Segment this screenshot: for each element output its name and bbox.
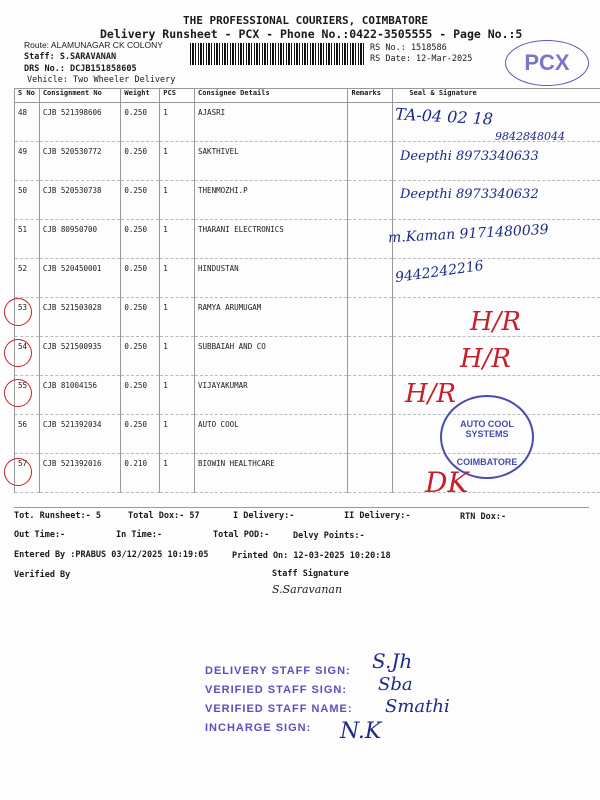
footer-divider bbox=[14, 507, 589, 508]
cell-weight: 0.250 bbox=[121, 337, 160, 376]
handwriting-hr-55: H/R bbox=[405, 379, 457, 409]
cell-consignee: VIJAYAKUMAR bbox=[195, 376, 348, 415]
cell-consignment: CJB 80950700 bbox=[39, 220, 121, 259]
cell-remarks bbox=[348, 454, 393, 493]
pcx-stamp: PCX bbox=[505, 40, 589, 86]
cell-sno: 54 bbox=[15, 337, 40, 376]
handwriting-48b: 9842848044 bbox=[495, 130, 565, 143]
cell-remarks bbox=[348, 181, 393, 220]
cell-weight: 0.250 bbox=[121, 142, 160, 181]
stamp-incharge-sign: INCHARGE SIGN: bbox=[205, 722, 312, 734]
col-pcs: PCS bbox=[160, 89, 195, 103]
cell-consignment: CJB 81004156 bbox=[39, 376, 121, 415]
barcode bbox=[190, 43, 365, 65]
handwriting-50: Deepthi 8973340632 bbox=[400, 187, 539, 202]
total-dox: Total Dox:- 57 bbox=[128, 511, 200, 521]
rtn-dox: RTN Dox:- bbox=[460, 512, 507, 522]
cell-consignment: CJB 521398606 bbox=[39, 103, 121, 142]
cell-remarks bbox=[348, 142, 393, 181]
verified-by: Verified By bbox=[14, 570, 71, 580]
cell-weight: 0.210 bbox=[121, 454, 160, 493]
cell-consignee: THARANI ELECTRONICS bbox=[195, 220, 348, 259]
cell-weight: 0.250 bbox=[121, 376, 160, 415]
auto-cool-seal bbox=[440, 395, 534, 479]
cell-sno: 48 bbox=[15, 103, 40, 142]
handwriting-hr-54: H/R bbox=[460, 344, 512, 374]
handwriting-51: m.Kaman 9171480039 bbox=[387, 221, 549, 247]
cell-sno: 56 bbox=[15, 415, 40, 454]
out-time: Out Time:- bbox=[14, 530, 66, 540]
rs-date: RS Date: 12-Mar-2025 bbox=[370, 54, 473, 64]
ii-delivery: II Delivery:- bbox=[344, 511, 411, 521]
stamp-verified-staff-name: VERIFIED STAFF NAME: bbox=[205, 703, 353, 715]
col-consignment: Consignment No bbox=[39, 89, 121, 103]
route: Route: ALAMUNAGAR CK COLONY bbox=[24, 40, 163, 50]
cell-consignee: SUBBAIAH AND CO bbox=[195, 337, 348, 376]
staff-signature-label: Staff Signature bbox=[272, 569, 349, 579]
handwriting-49: Deepthi 8973340633 bbox=[400, 149, 539, 164]
cell-sno: 50 bbox=[15, 181, 40, 220]
cell-remarks bbox=[348, 103, 393, 142]
cell-sno: 52 bbox=[15, 259, 40, 298]
cell-pcs: 1 bbox=[160, 337, 195, 376]
cell-sno: 57 bbox=[15, 454, 40, 493]
cell-pcs: 1 bbox=[160, 298, 195, 337]
total-pod: Total POD:- bbox=[213, 530, 270, 540]
cell-remarks bbox=[348, 298, 393, 337]
seal-line2: COIMBATORE bbox=[456, 457, 518, 467]
cell-pcs: 1 bbox=[160, 142, 195, 181]
cell-consignment: CJB 521503028 bbox=[39, 298, 121, 337]
red-circle-53 bbox=[4, 298, 32, 326]
i-delivery: I Delivery:- bbox=[233, 511, 295, 521]
cell-consignee: HINDUSTAN bbox=[195, 259, 348, 298]
cell-pcs: 1 bbox=[160, 415, 195, 454]
cell-remarks bbox=[348, 376, 393, 415]
cell-weight: 0.250 bbox=[121, 103, 160, 142]
red-circle-55 bbox=[4, 379, 32, 407]
sign-delivery-staff: S.Jh bbox=[372, 649, 413, 673]
cell-consignee: AUTO COOL bbox=[195, 415, 348, 454]
cell-weight: 0.250 bbox=[121, 415, 160, 454]
handwriting-hr-53: H/R bbox=[470, 307, 522, 337]
cell-weight: 0.250 bbox=[121, 259, 160, 298]
cell-pcs: 1 bbox=[160, 376, 195, 415]
sign-incharge: N.K bbox=[340, 719, 382, 744]
entered-by: Entered By :PRABUS 03/12/2025 10:19:05 bbox=[14, 550, 209, 560]
cell-consignment: CJB 521392034 bbox=[39, 415, 121, 454]
cell-consignee: BIOWIN HEALTHCARE bbox=[195, 454, 348, 493]
col-remarks: Remarks bbox=[348, 89, 393, 103]
cell-consignee: AJASRI bbox=[195, 103, 348, 142]
cell-remarks bbox=[348, 220, 393, 259]
cell-weight: 0.250 bbox=[121, 220, 160, 259]
delvy-points: Delvy Points:- bbox=[293, 531, 365, 541]
printed-on: Printed On: 12-03-2025 10:20:18 bbox=[232, 551, 391, 561]
handwriting-52: 9442242216 bbox=[394, 257, 485, 287]
company-name: THE PROFESSIONAL COURIERS, COIMBATORE bbox=[183, 14, 429, 27]
cell-sno: 49 bbox=[15, 142, 40, 181]
cell-remarks bbox=[348, 337, 393, 376]
cell-weight: 0.250 bbox=[121, 181, 160, 220]
handwriting-48: TA-04 02 18 bbox=[394, 104, 494, 129]
cell-pcs: 1 bbox=[160, 259, 195, 298]
col-seal: Seal & Signature bbox=[393, 89, 600, 103]
cell-consignee: SAKTHIVEL bbox=[195, 142, 348, 181]
cell-weight: 0.250 bbox=[121, 298, 160, 337]
cell-consignment: CJB 521392016 bbox=[39, 454, 121, 493]
col-consignee: Consignee Details bbox=[195, 89, 348, 103]
col-weight: Weight bbox=[121, 89, 160, 103]
col-sno: S No bbox=[15, 89, 40, 103]
red-circle-57 bbox=[4, 458, 32, 486]
red-circle-54 bbox=[4, 339, 32, 367]
cell-remarks bbox=[348, 259, 393, 298]
cell-sno: 53 bbox=[15, 298, 40, 337]
table-row bbox=[15, 259, 600, 298]
staff-signature: S.Saravanan bbox=[272, 583, 343, 596]
tot-runsheet: Tot. Runsheet:- 5 bbox=[14, 511, 101, 521]
stamp-verified-staff-sign: VERIFIED STAFF SIGN: bbox=[205, 684, 348, 696]
drs-no: DRS No.: DCJB151858605 bbox=[24, 64, 137, 74]
cell-pcs: 1 bbox=[160, 220, 195, 259]
cell-pcs: 1 bbox=[160, 103, 195, 142]
cell-pcs: 1 bbox=[160, 454, 195, 493]
cell-consignment: CJB 520530738 bbox=[39, 181, 121, 220]
cell-sno: 51 bbox=[15, 220, 40, 259]
runsheet-title: Delivery Runsheet - PCX - Phone No.:0422-3505555 - Page No.:5 bbox=[100, 27, 523, 41]
cell-consignment: CJB 521500935 bbox=[39, 337, 121, 376]
rs-no: RS No.: 1518586 bbox=[370, 43, 447, 53]
sign-verified-staff: Sba bbox=[378, 674, 413, 695]
handwriting-dk: DK bbox=[425, 466, 469, 499]
cell-pcs: 1 bbox=[160, 181, 195, 220]
cell-consignee: THENMOZHI.P bbox=[195, 181, 348, 220]
cell-consignment: CJB 520450001 bbox=[39, 259, 121, 298]
cell-consignment: CJB 520530772 bbox=[39, 142, 121, 181]
staff: Staff: S.SARAVANAN bbox=[24, 52, 117, 62]
in-time: In Time:- bbox=[116, 530, 163, 540]
verified-staff-name: Smathi bbox=[385, 696, 450, 717]
table-row bbox=[15, 337, 600, 376]
stamp-delivery-staff-sign: DELIVERY STAFF SIGN: bbox=[205, 665, 351, 677]
cell-remarks bbox=[348, 415, 393, 454]
cell-consignee: RAMYA ARUMUGAM bbox=[195, 298, 348, 337]
vehicle: Vehicle: Two Wheeler Delivery bbox=[27, 75, 176, 85]
cell-sno: 55 bbox=[15, 376, 40, 415]
seal-line1: AUTO COOL SYSTEMS bbox=[460, 419, 514, 439]
